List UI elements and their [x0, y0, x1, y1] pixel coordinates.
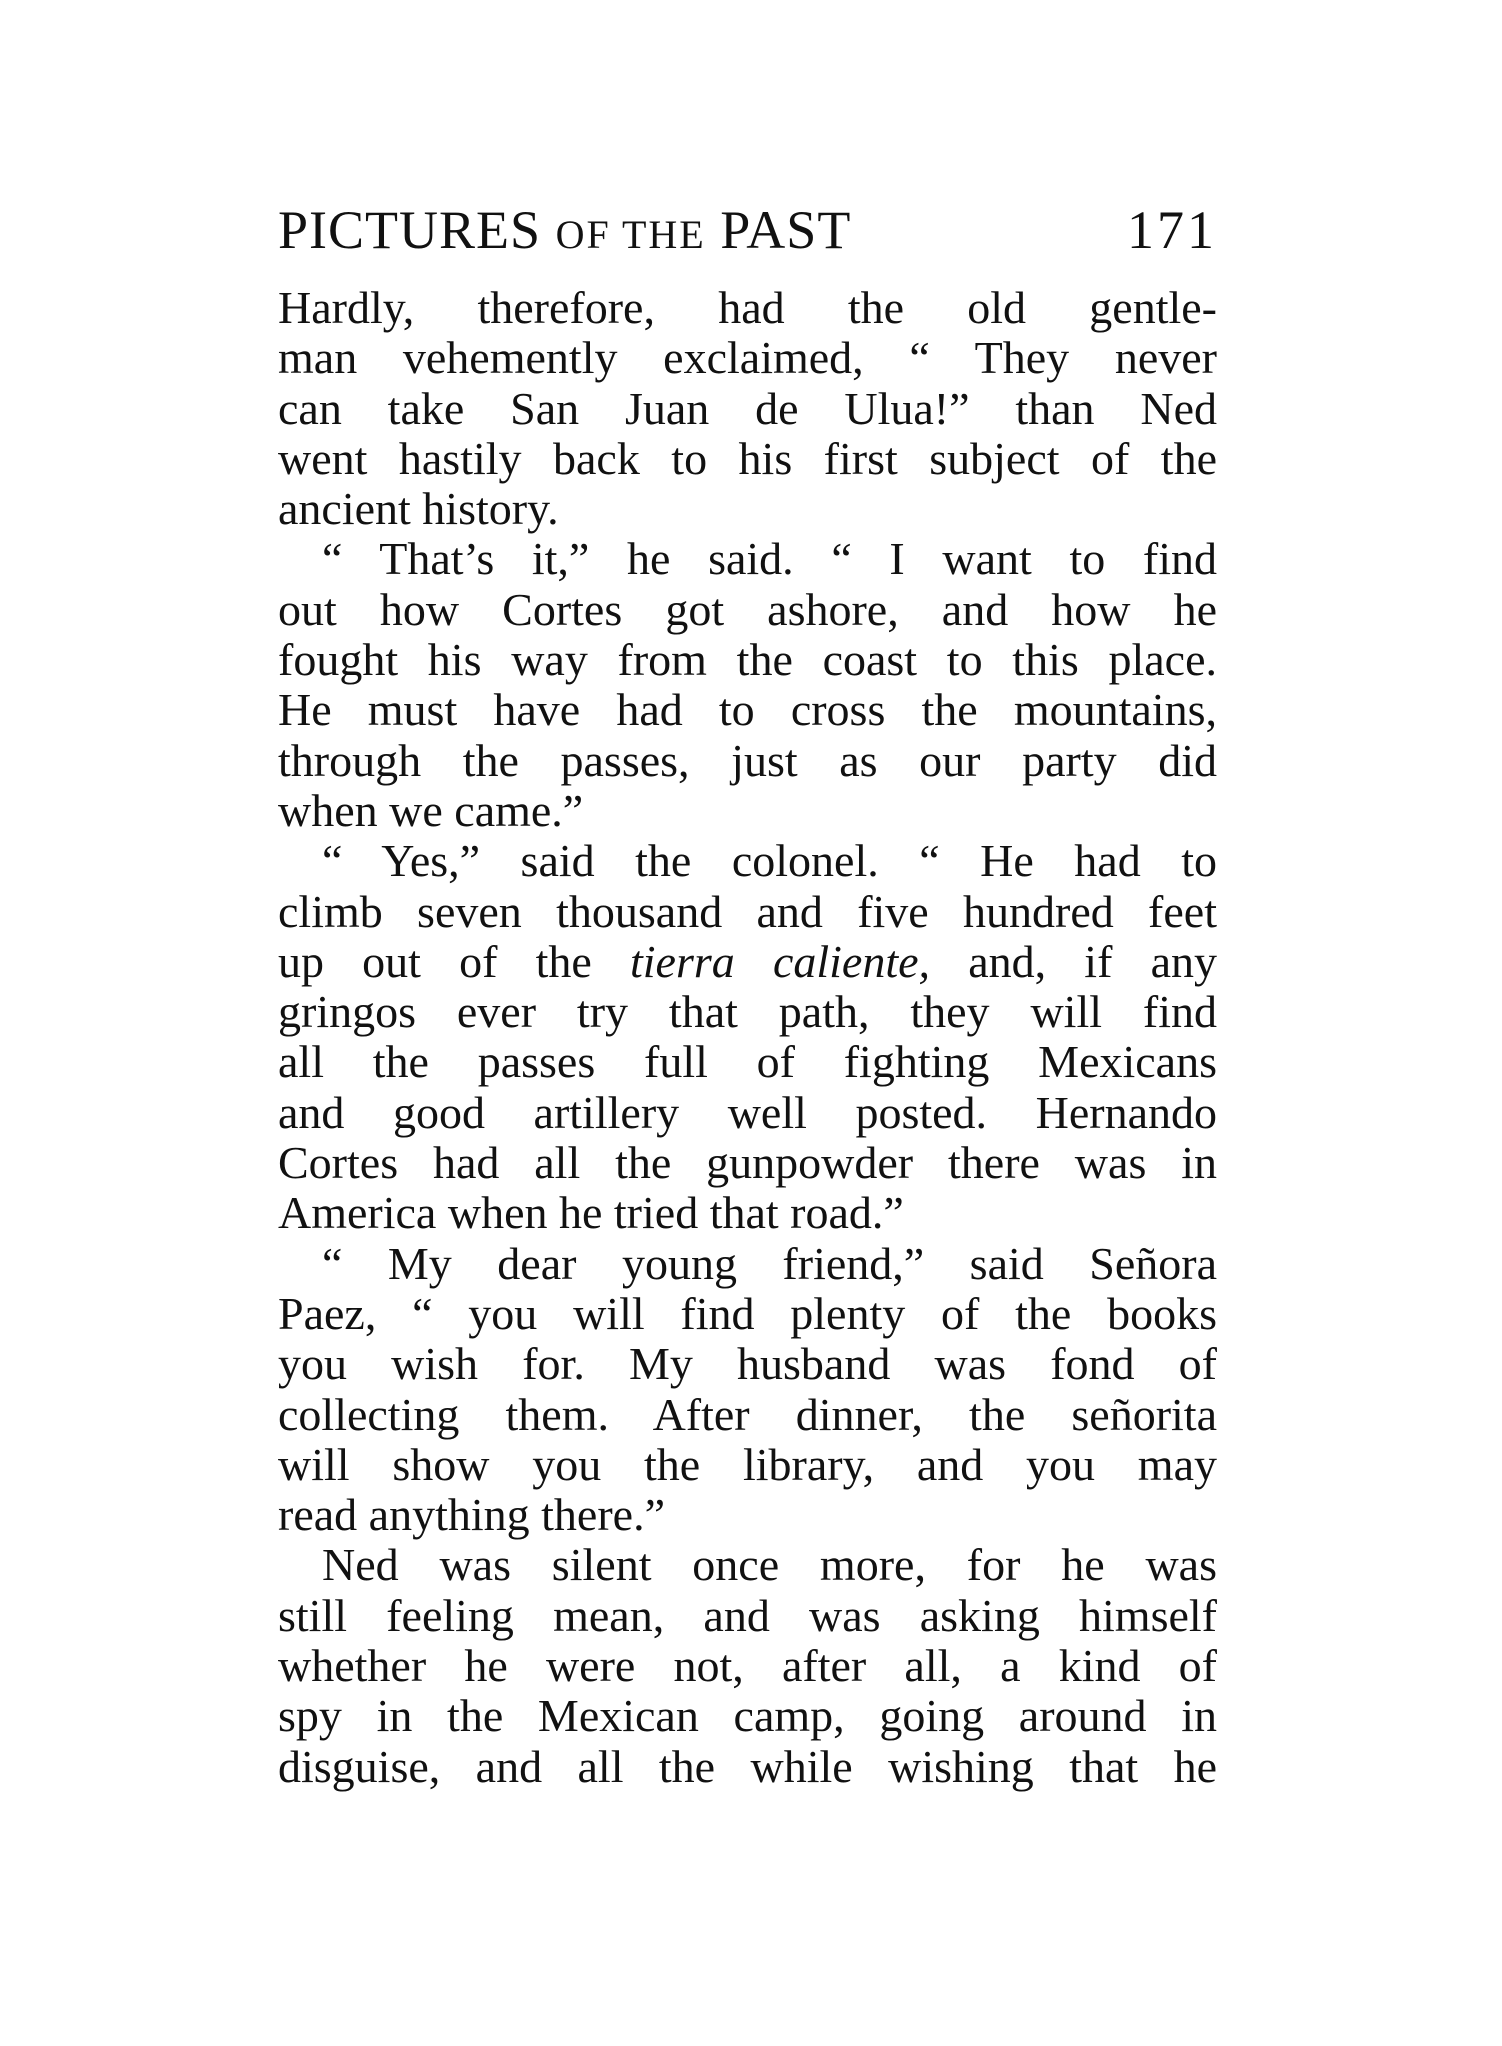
text-line: climb seven thousand and five hundred feet	[278, 885, 1217, 937]
page-number: 171	[1127, 200, 1217, 260]
italic-phrase: tierra caliente,	[630, 935, 931, 987]
text-line: man vehemently exclaimed, “ They never	[278, 332, 1217, 384]
running-head-word-of-the: OF THE	[555, 212, 706, 257]
text-line: spy in the Mexican camp, going around in	[278, 1690, 1217, 1742]
text-line	[278, 937, 1217, 987]
text-line: can take San Juan de Ulua!” than Ned	[278, 382, 1217, 434]
text-line: read anything there.”	[278, 1489, 665, 1541]
text-line: out how Cortes got ashore, and how he	[278, 583, 1217, 635]
text-line: He must have had to cross the mountains,	[278, 684, 1217, 736]
text-line: whether he were not, after all, a kind of	[278, 1640, 1217, 1692]
running-head-word-past: PAST	[720, 200, 852, 260]
body-text	[278, 283, 1217, 1792]
text-line: still feeling mean, and was asking himself	[278, 1589, 1217, 1641]
text-line: ancient history.	[278, 483, 559, 535]
text-line: Ned was silent once more, for he was	[322, 1539, 1217, 1591]
text-line: “ Yes,” said the colonel. “ He had to	[322, 835, 1217, 887]
text-line: Paez, “ you will find plenty of the books	[278, 1287, 1217, 1339]
page-header	[278, 196, 1217, 264]
text-line: fought his way from the coast to this place.	[278, 634, 1217, 686]
text-line: went hastily back to his first subject of the	[278, 432, 1217, 484]
text-line: you wish for. My husband was fond of	[278, 1338, 1217, 1390]
text-line: “ That’s it,” he said. “ I want to find	[322, 533, 1217, 585]
text-line: all the passes full of fighting Mexicans	[278, 1036, 1217, 1088]
text-segment: and, if any	[930, 935, 1218, 987]
text-line: will show you the library, and you may	[278, 1438, 1217, 1490]
running-head	[278, 196, 851, 269]
text-line: through the passes, just as our party did	[278, 734, 1217, 786]
text-line: and good artillery well posted. Hernando	[278, 1086, 1217, 1138]
text-line: Cortes had all the gunpowder there was in	[278, 1137, 1217, 1189]
text-line: collecting them. After dinner, the señorita	[278, 1388, 1217, 1440]
text-line: Hardly, therefore, had the old gentle-	[278, 282, 1217, 333]
text-line: when we came.”	[278, 784, 584, 836]
text-segment: up out of the	[278, 935, 630, 987]
running-head-word-pictures: PICTURES	[278, 200, 542, 260]
text-line: gringos ever try that path, they will find	[278, 986, 1217, 1038]
text-line: America when he tried that road.”	[278, 1187, 904, 1239]
text-line: “ My dear young friend,” said Señora	[322, 1237, 1217, 1289]
text-line: disguise, and all the while wishing that he	[278, 1740, 1217, 1792]
